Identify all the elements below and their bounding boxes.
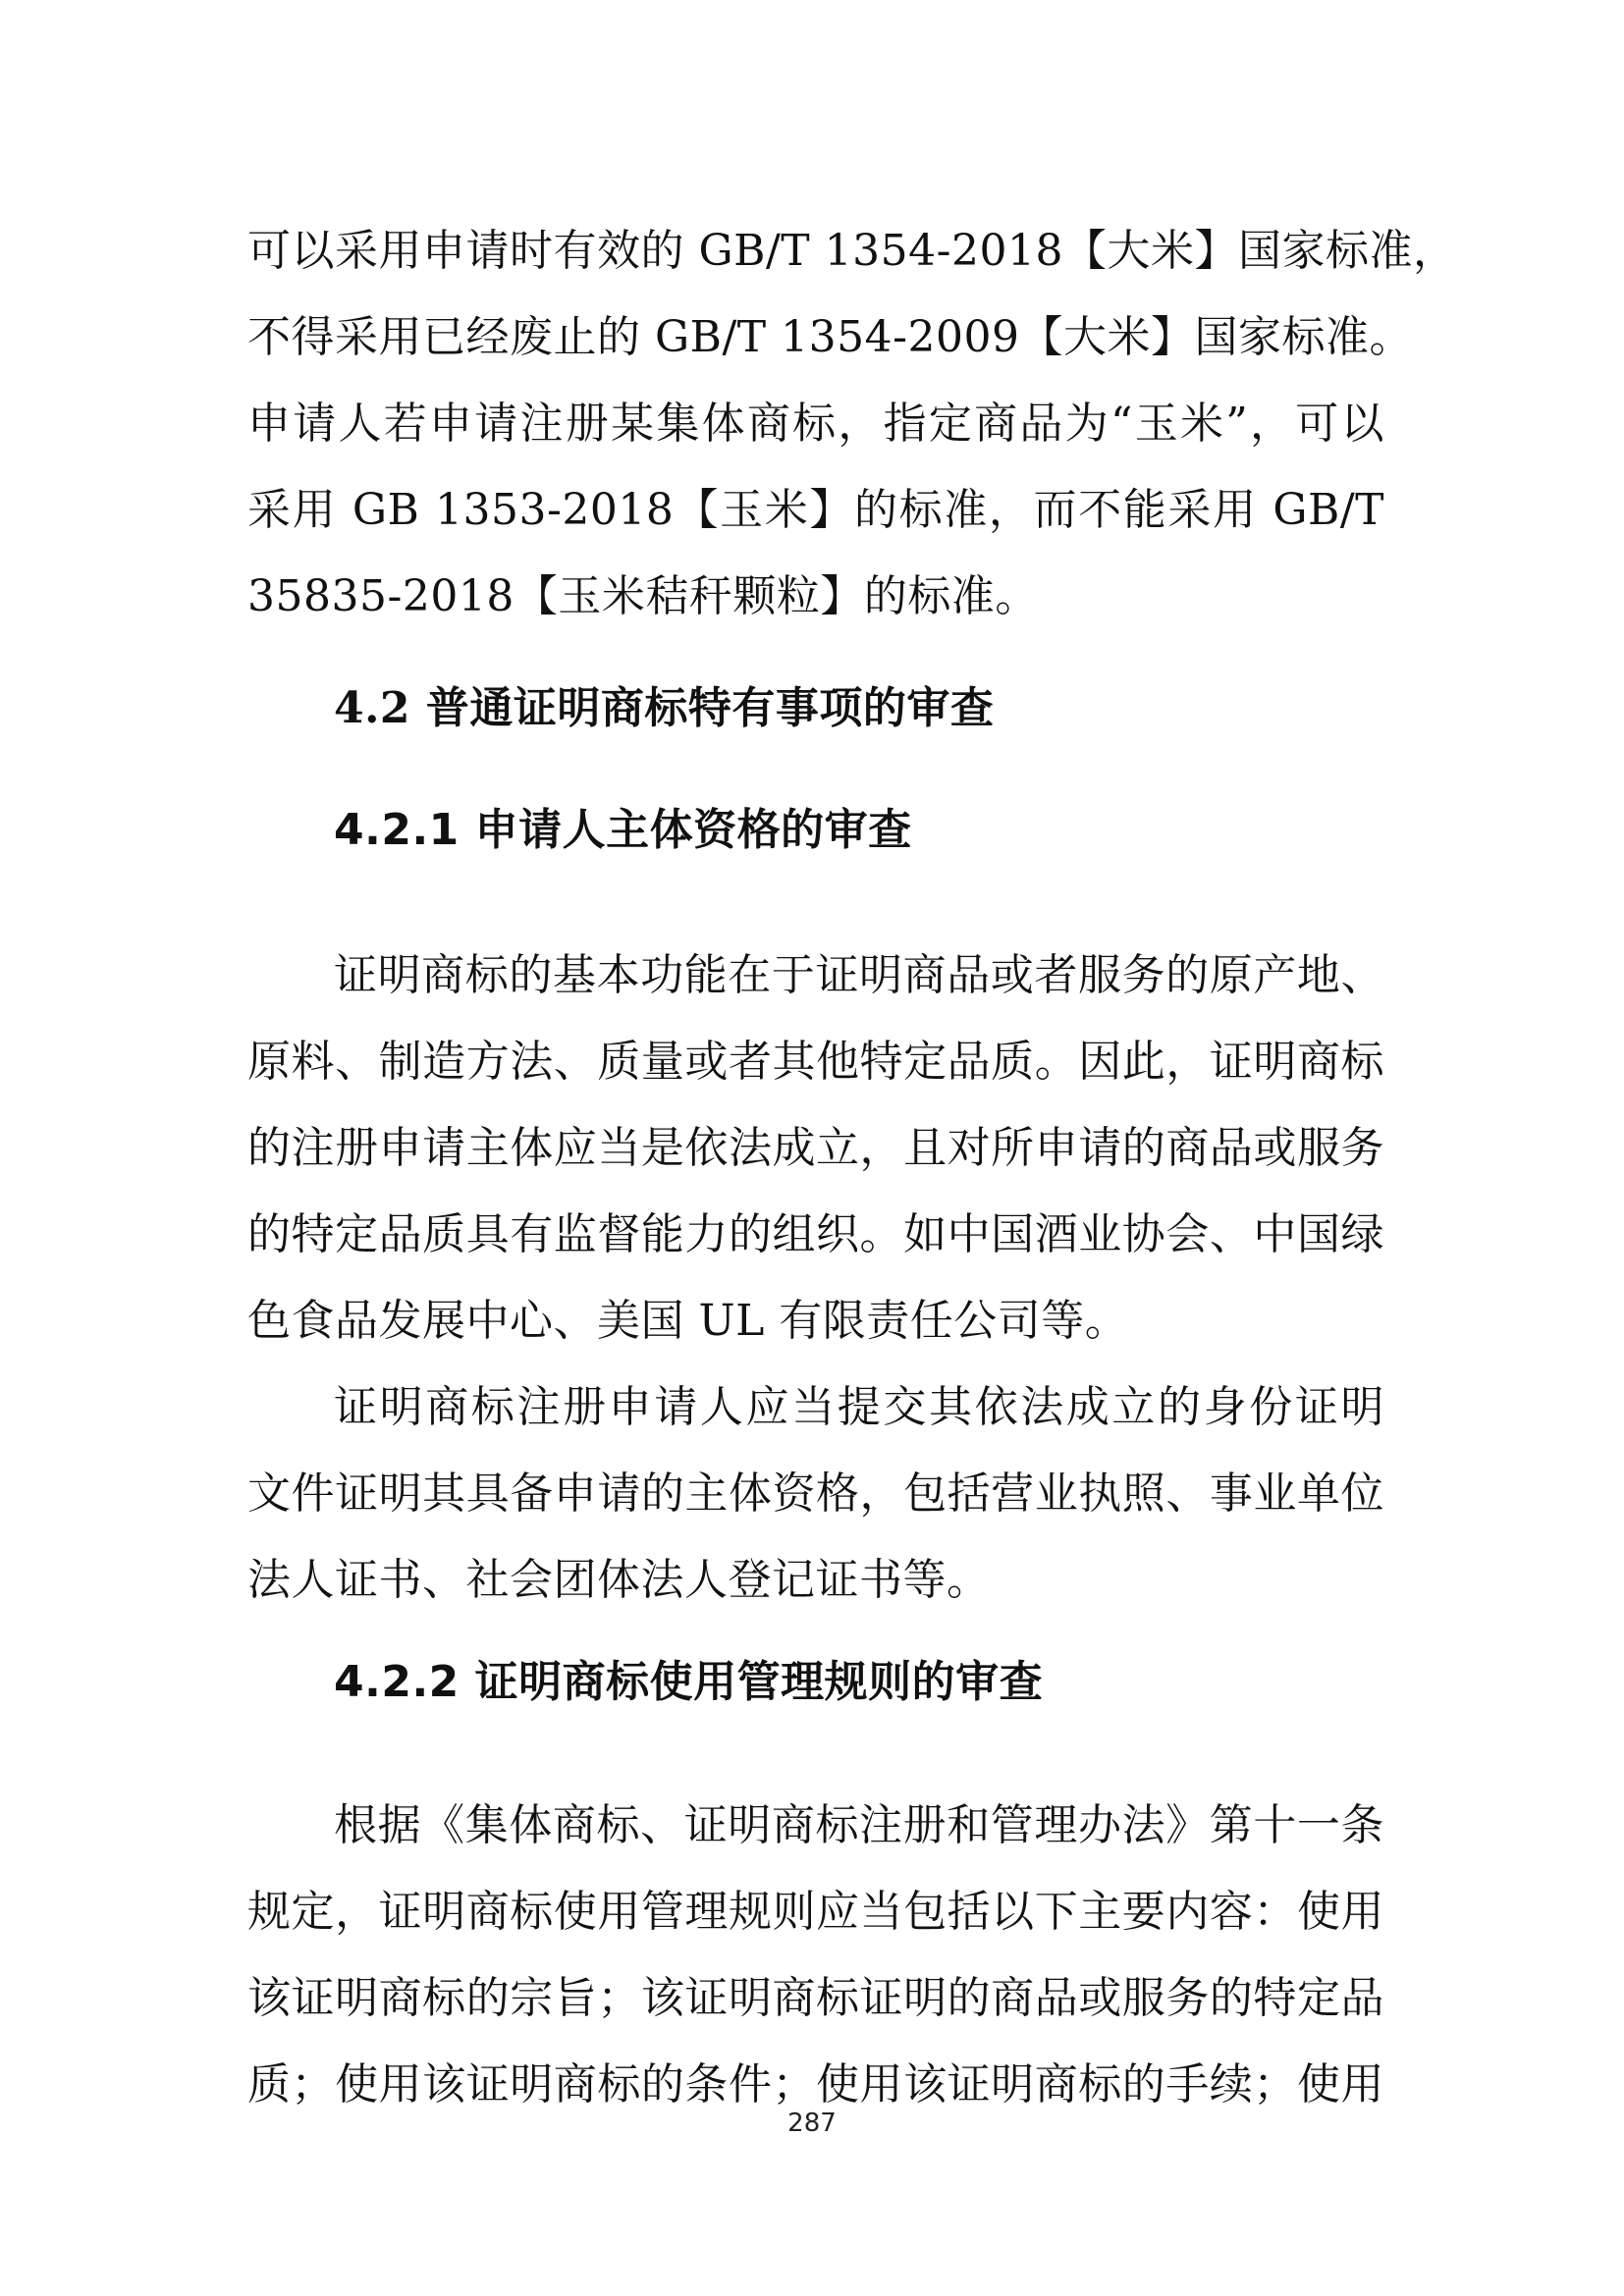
text-line: 采用 GB 1353-2018【玉米】的标准，而不能采用 GB/T <box>247 485 1384 535</box>
subsection-title-text: 申请人主体资格的审查 <box>474 805 912 855</box>
section-heading-4-2-1 <box>247 787 1384 874</box>
subsection-title <box>247 1639 1384 1726</box>
text-line: 证明商标注册申请人应当提交其依法成立的身份证明 <box>334 1382 1384 1432</box>
text-line: 可以采用申请时有效的 GB/T 1354-2018【大米】国家标准， <box>247 226 1457 276</box>
text-line: 证明商标的基本功能在于证明商品或者服务的原产地、 <box>334 950 1384 1000</box>
section-heading-4-2-2 <box>247 1639 1384 1726</box>
paragraph-4-2-1-2 <box>247 1364 1384 1624</box>
text-line: 根据《集体商标、证明商标注册和管理办法》第十一条 <box>334 1800 1384 1850</box>
text-line: 该证明商标的宗旨；该证明商标证明的商品或服务的特定品 <box>247 1973 1384 2023</box>
page-number: 287 <box>787 2109 837 2138</box>
text-line: 不得采用已经废止的 GB/T 1354-2009【大米】国家标准。 <box>247 312 1413 362</box>
text-line: 质；使用该证明商标的条件；使用该证明商标的手续；使用 <box>247 2059 1384 2109</box>
paragraph-4-2-2-1 <box>247 1783 1384 2128</box>
text-line: 35835-2018【玉米秸秆颗粒】的标准。 <box>247 571 1039 621</box>
text-line: 的特定品质具有监督能力的组织。如中国酒业协会、中国绿 <box>247 1209 1384 1259</box>
text-line: 色食品发展中心、美国 UL 有限责任公司等。 <box>247 1296 1129 1346</box>
section-heading-4-2 <box>247 666 1384 752</box>
subsection-number: 4.2.1 <box>334 805 460 855</box>
text-line: 文件证明其具备申请的主体资格，包括营业执照、事业单位 <box>247 1468 1384 1519</box>
text-line: 原料、制造方法、质量或者其他特定品质。因此，证明商标 <box>247 1037 1384 1087</box>
text-line: 规定，证明商标使用管理规则应当包括以下主要内容：使用 <box>247 1887 1384 1937</box>
text-line: 申请人若申请注册某集体商标，指定商品为“玉米”，可以 <box>247 399 1384 449</box>
paragraph-4-2-1-1 <box>247 933 1384 1364</box>
section-title: 4.2 普通证明商标特有事项的审查 <box>334 683 995 733</box>
subsection-title-text: 证明商标使用管理规则的审查 <box>474 1657 1044 1707</box>
intro-paragraph <box>247 208 1457 640</box>
text-line: 的注册申请主体应当是依法成立，且对所申请的商品或服务 <box>247 1123 1384 1173</box>
subsection-number: 4.2.2 <box>334 1657 460 1707</box>
subsection-title <box>247 787 1384 874</box>
text-line: 法人证书、社会团体法人登记证书等。 <box>247 1555 991 1605</box>
